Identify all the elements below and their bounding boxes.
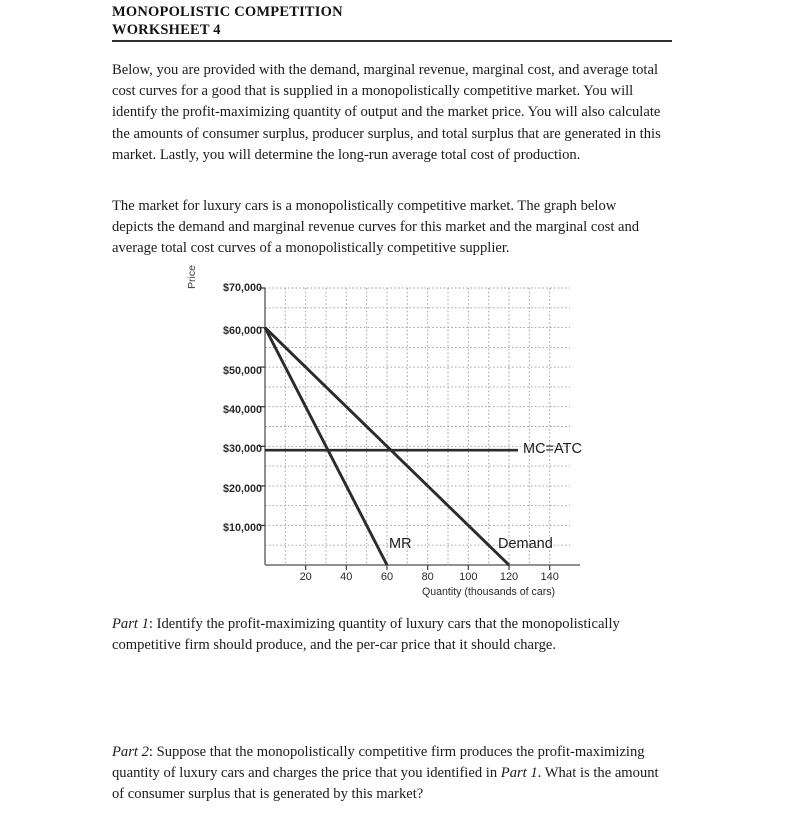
part2-label: Part 2 <box>112 744 149 760</box>
curve-label-mc-atc: MC=ATC <box>523 441 582 457</box>
x-tick-label: 20 <box>299 571 312 583</box>
x-tick-label: 60 <box>380 571 394 583</box>
part1-paragraph <box>112 614 672 656</box>
y-tick-label: $10,000 <box>222 522 262 534</box>
y-tick-label: $70,000 <box>222 282 262 294</box>
title-line-2: WORKSHEET 4 <box>112 21 221 38</box>
x-tick-label: 120 <box>499 571 519 583</box>
x-axis-title: Quantity (thousands of cars) <box>422 586 556 598</box>
part2-paragraph <box>112 742 672 806</box>
y-axis-title: Price <box>186 265 198 289</box>
curve-label-demand: Demand <box>498 536 553 552</box>
y-axis-ticks <box>259 288 265 525</box>
intro-paragraph: Below, you are provided with the demand, marginal revenue, marginal cost, and average total cost curves for a good that is supplied in a monopolistically competitive market. You will identify the profit-maximizing quantity of output and the market price. You will also calculate the amounts of consumer surplus, producer surplus, and total surplus that are generated in this market. Lastly, you will determine the long-run average total cost of production. <box>112 62 661 163</box>
y-tick-label: $20,000 <box>222 483 262 495</box>
part2-text-b: . What is the amount of consumer surplus that is generated by this market? <box>112 765 659 803</box>
title-divider <box>112 40 672 42</box>
y-tick-label: $50,000 <box>222 365 262 377</box>
part1-text: : Identify the profit-maximizing quantity of luxury cars that the monopolistically competitive firm should produce, and the per-car price that it should charge. <box>112 616 620 654</box>
page-title <box>112 4 672 39</box>
curve-label-mr: MR <box>389 536 412 552</box>
monopolistic-competition-graph <box>186 265 590 605</box>
x-tick-label: 40 <box>340 571 353 583</box>
part2-reference-label: Part 1 <box>500 765 538 782</box>
plot-area <box>190 275 590 605</box>
y-tick-label: $40,000 <box>222 404 262 416</box>
x-tick-label: 100 <box>459 571 478 583</box>
x-tick-label: 140 <box>540 571 559 583</box>
market-description-paragraph: The market for luxury cars is a monopolistically competitive market. The graph below depicts the demand and marginal revenue curves for this market and the marginal cost and average total cost curves of a monopolistically competitive supplier. <box>112 198 640 257</box>
y-tick-label: $30,000 <box>222 443 262 455</box>
part2-text-a: : Suppose that the monopolistically competitive firm produces the profit-maximizing quantity of luxury cars and charges the price that you identified in <box>112 744 645 782</box>
x-tick-label: 80 <box>421 571 434 583</box>
curve-demand <box>265 328 509 565</box>
y-tick-label: $60,000 <box>222 325 262 337</box>
title-line-1: MONOPOLISTIC COMPETITION <box>112 4 343 20</box>
part1-label: Part 1 <box>112 616 149 632</box>
